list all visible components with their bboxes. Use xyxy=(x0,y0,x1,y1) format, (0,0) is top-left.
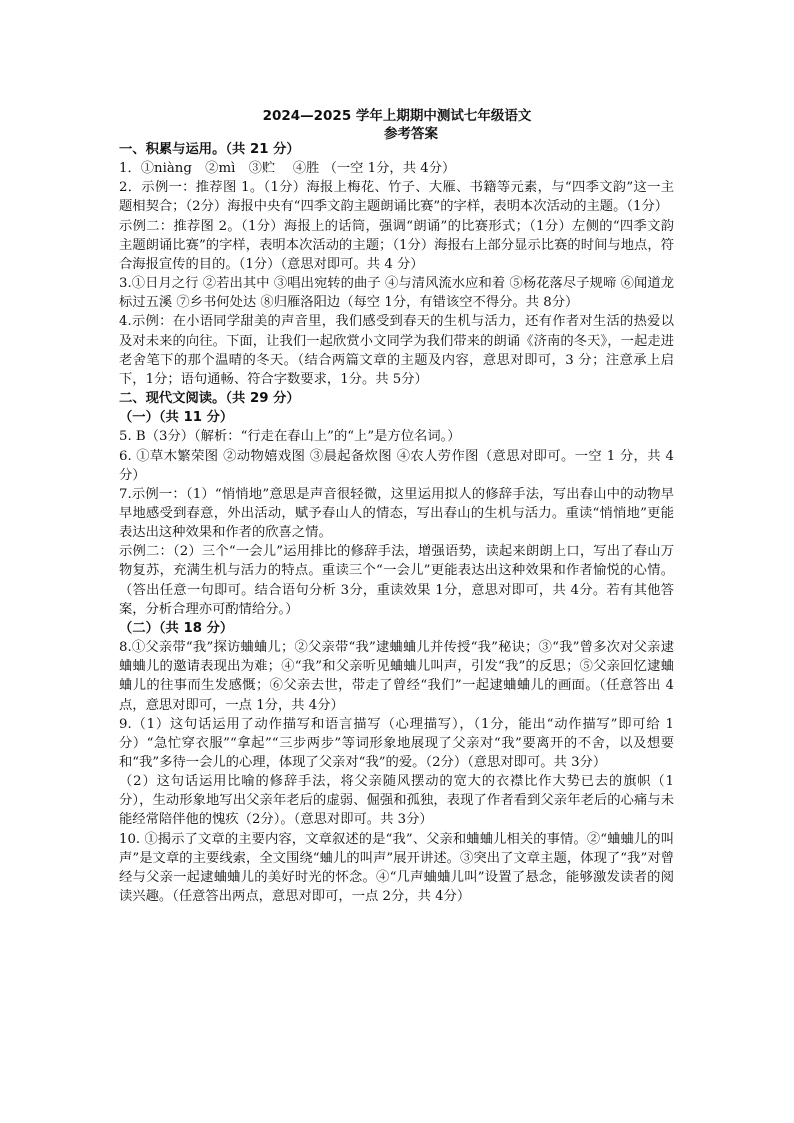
subsection-heading: （一）（共 11 分） xyxy=(119,410,234,426)
answer-paragraph: 3.①日月之行 ②若出其中 ③唱出宛转的曲子 ④与清风流水应和着 ⑤杨花落尽子规啼 ⑥闻道龙标过五溪 ⑦乡书何处达 ⑧归雁洛阳边（每空 1分，有错该空不得分。共 8分） xyxy=(119,276,674,311)
section-heading: 二、现代文阅读。（共 29 分） xyxy=(119,391,300,407)
answer-paragraph: 示例二：（2）三个“一会儿”运用排比的修辞手法，增强语势，读起来朗朗上口，写出了春山万物复苏，充满生机与活力的特点。重读三个“一会儿”更能表达出这种效果和作者愉悦的心情。（答出任意一句即可。结合语句分析 3分，重读效果 1分，意思对即可，共 4分。若有其他答案，分析合理亦可酌情给分。） xyxy=(119,544,674,617)
answer-paragraph: 2．示例一：推荐图 1。（1分）海报上梅花、竹子、大雁、书籍等元素，与“四季文韵”这一主题相契合；（2分）海报中央有“四季文韵主题朗诵比赛”的字样，表明本次活动的主题。（1分） xyxy=(119,180,674,215)
section-heading: 一、积累与运用。（共 21 分） xyxy=(119,142,300,157)
answer-paragraph: 示例二：推荐图 2。（1分）海报上的话筒，强调“朗诵”的比赛形式；（1分）左侧的“四季文韵主题朗诵比赛”的字样，表明本次活动的主题；（1分）海报右上部分显示比赛的时间与地点，符合海报宣传的目的。（1分）（意思对即可。共 4 分） xyxy=(119,218,674,272)
document-title: 2024—2025 学年上期期中测试七年级语文 xyxy=(262,108,532,124)
answer-paragraph: 7.示例一：（1）“悄悄地”意思是声音很轻微，这里运用拟人的修辞手法，写出春山中的动物早早地感受到春意，外出活动，赋予春山人的情态，写出春山的生机与活力。重读“悄悄地”更能表达出这种效果和作者的欣喜之情。 xyxy=(119,486,674,541)
answer-paragraph: 5. B（3分）（解析：“行走在春山上”的“上”是方位名词。） xyxy=(119,429,461,445)
answer-paragraph: （2）这句话运用比喻的修辞手法，将父亲随风摆动的宽大的衣襟比作大势已去的旗帜（1分），生动形象地写出父亲年老后的虚弱、倔强和孤独，表现了作者看到父亲年老后的心痛与未能经常陪伴他的愧疚（2分）。（意思对即可。共 3分） xyxy=(119,774,674,828)
answer-content xyxy=(119,140,674,906)
document-subtitle: 参考答案 xyxy=(384,126,438,142)
answer-paragraph: 4.示例：在小语同学甜美的声音里，我们感受到春天的生机与活力，还有作者对生活的热爱以及对未来的向往。下面，让我们一起欣赏小文同学为我们带来的朗诵《济南的冬天》，一起走进老舍笔下的那个温晴的冬天。（结合两篇文章的主题及内容，意思对即可，3 分；注意承上启下，1分；语句通畅、符合字数要求，1分。共 5分） xyxy=(119,314,674,387)
answer-paragraph: 6. ①草木繁荣图 ②动物嬉戏图 ③晨起备炊图 ④农人劳作图（意思对即可。一空 1 分，共 4分） xyxy=(119,448,674,483)
answer-paragraph: 10. ①揭示了文章的主要内容，文章叙述的是“我”、父亲和蛐蛐儿相关的事情。②“蛐蛐儿的叫声”是文章的主要线索，全文围绕“蛐儿的叫声”展开讲述。③突出了文章主题，体现了“我”对曾经与父亲一起逮蛐蛐儿的美好时光的怀念。④“几声蛐蛐儿叫”设置了悬念，能够激发读者的阅读兴趣。（任意答出两点，意思对即可，一点 2分，共 4分） xyxy=(119,831,674,905)
answer-paragraph: 9.（1）这句话运用了动作描写和语言描写（心理描写），（1分，能出“动作描写”即可给 1分）“急忙穿衣服”“拿起”“三步两步”等词形象地展现了父亲对“我”要离开的不舍，以及想要和“我”多待一会儿的心理，体现了父亲对“我”的爱。（2分）（意思对即可。共 3分） xyxy=(119,716,674,770)
subsection-heading: （二）（共 18 分） xyxy=(119,620,234,636)
answer-paragraph: 1．①niàng ②mì ③贮 ④胜 （一空 1分，共 4分） xyxy=(119,161,456,177)
answer-paragraph: 8.①父亲带“我”探访蛐蛐儿；②父亲带“我”逮蛐蛐儿并传授“我”秘诀；③“我”曾多次对父亲逮蛐蛐儿的邀请表现出为难；④“我”和父亲听见蛐蛐儿叫声，引发“我”的反思；⑤父亲回忆逮蛐蛐儿的往事而生发感慨；⑥父亲去世，带走了曾经“我们”一起逮蛐蛐儿的画面。（任意答出 4点，意思对即可，一点 1分，共 4分） xyxy=(119,640,674,713)
